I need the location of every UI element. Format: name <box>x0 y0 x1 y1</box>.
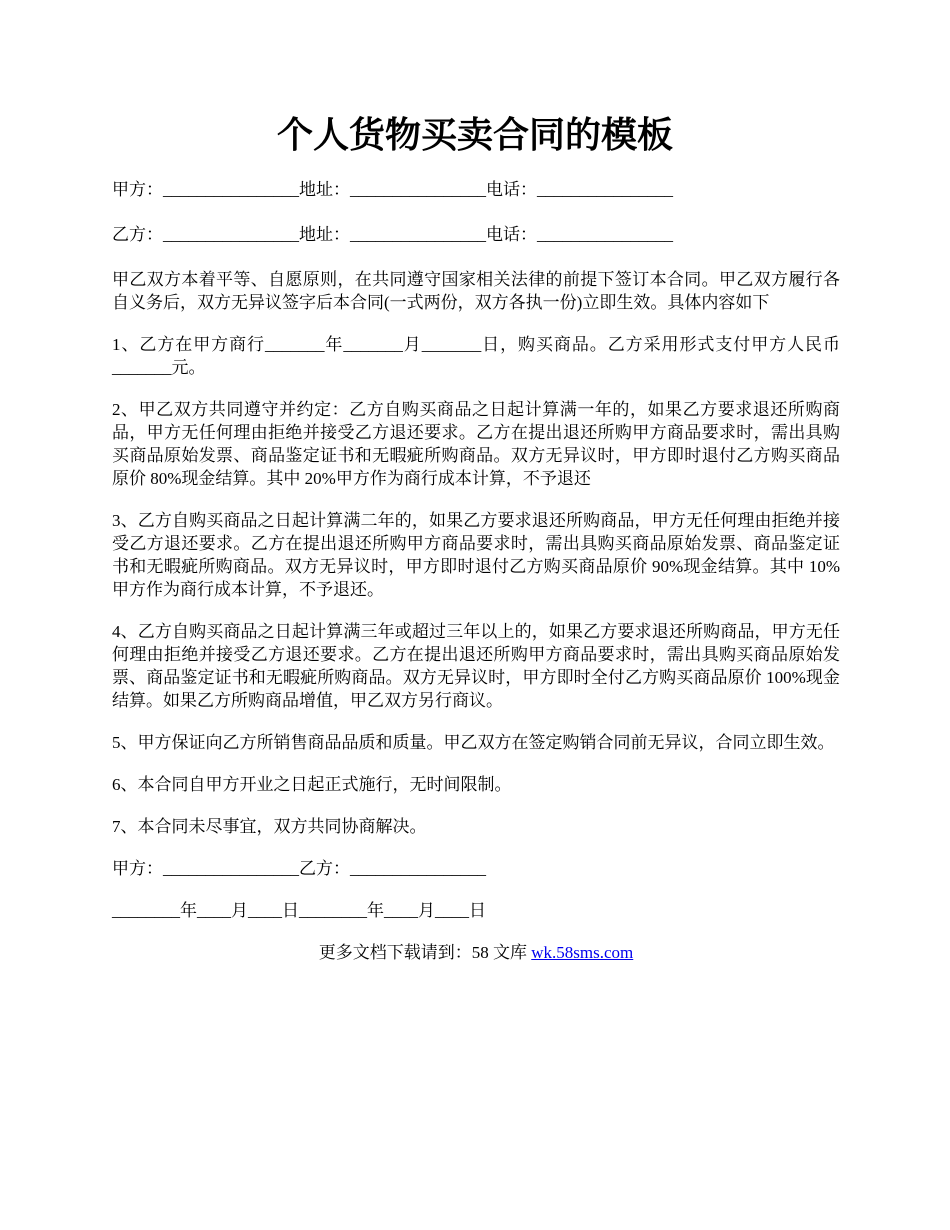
clause-4: 4、乙方自购买商品之日起计算满三年或超过三年以上的，如果乙方要求退还所购商品，甲方无任何理由拒绝并接受乙方退还要求。乙方在提出退还所购甲方商品要求时，需出具购买商品原始发票、商品鉴定证书和无暇疵所购商品。双方无异议时，甲方即时全付乙方购买商品原价 100%现金结算。如果乙方所购商品增值，甲乙双方另行商议。 <box>112 622 840 710</box>
clause-5: 5、甲方保证向乙方所销售商品品质和质量。甲乙双方在签定购销合同前无异议，合同立即生效。 <box>112 733 835 752</box>
date-line: ________年____月____日________年____月____日 <box>112 901 486 920</box>
clause-1: 1、乙方在甲方商行_______年_______月_______日，购买商品。乙方采用形式支付甲方人民币_______元。 <box>112 335 840 377</box>
footer <box>112 941 840 964</box>
party-a-line: 甲方：________________地址：________________电话：________________ <box>112 180 673 199</box>
clause-3: 3、乙方自购买商品之日起计算满二年的，如果乙方要求退还所购商品，甲方无任何理由拒绝并接受乙方退还要求。乙方在提出退还所购甲方商品要求时，需出具购买商品原始发票、商品鉴定证书和无暇疵所购商品。双方无异议时，甲方即时退付乙方购买商品原价 90%现金结算。其中 10%甲方作为商行成本计算，不予退还。 <box>112 511 840 599</box>
party-b-line: 乙方：________________地址：________________电话：________________ <box>112 225 673 244</box>
document-title: 个人货物买卖合同的模板 <box>276 115 673 155</box>
document-body <box>112 178 840 964</box>
clause-2: 2、甲乙双方共同遵守并约定：乙方自购买商品之日起计算满一年的，如果乙方要求退还所购商品，甲方无任何理由拒绝并接受乙方退还要求。乙方在提出退还所购甲方商品要求时，需出具购买商品原始发票、商品鉴定证书和无暇疵所购商品。双方无异议时，甲方即时退付乙方购买商品原价 80%现金结算。其中 20%甲方作为商行成本计算，不予退还 <box>112 400 840 488</box>
footer-link[interactable]: wk.58sms.com <box>531 943 634 962</box>
clause-7: 7、本合同未尽事宜，双方共同协商解决。 <box>112 817 427 836</box>
signature-line: 甲方：________________乙方：________________ <box>112 859 486 878</box>
intro-paragraph: 甲乙双方本着平等、自愿原则，在共同遵守国家相关法律的前提下签订本合同。甲乙双方履行各自义务后，双方无异议签字后本合同(一式两份，双方各执一份)立即生效。具体内容如下 <box>112 270 840 312</box>
clause-6: 6、本合同自甲方开业之日起正式施行，无时间限制。 <box>112 775 512 794</box>
footer-text: 更多文档下载请到：58 文库 <box>318 943 532 962</box>
